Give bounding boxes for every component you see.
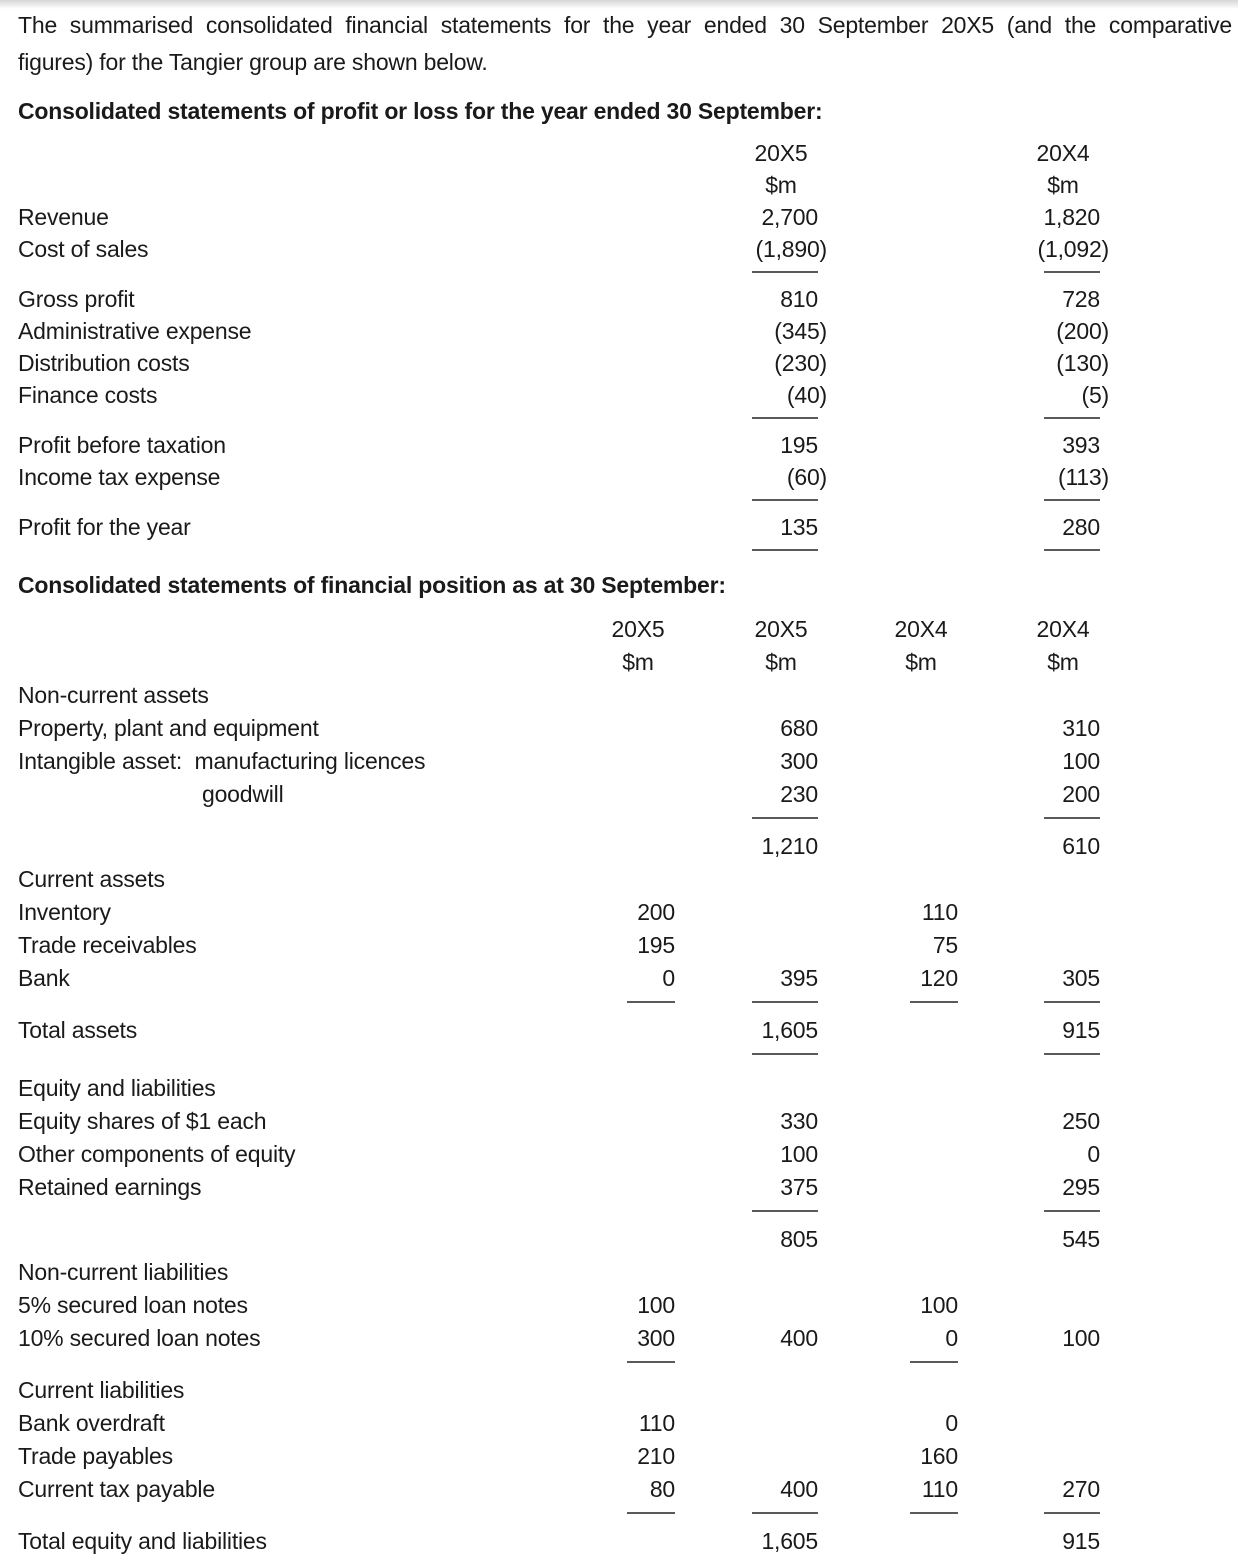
amount-cell <box>818 1473 958 1506</box>
rule-cell <box>958 1506 1100 1514</box>
column-year-header: 20X5 <box>611 616 665 642</box>
amount: (200) <box>1056 318 1109 344</box>
amount-cell <box>818 1407 958 1440</box>
amount: 100 <box>1062 748 1100 774</box>
column-unit-header: $m <box>765 649 797 675</box>
table-row <box>18 379 1109 411</box>
table-row <box>18 201 1100 233</box>
amount-cell <box>675 1138 818 1171</box>
amount-cell <box>818 929 958 962</box>
underline <box>752 1210 818 1212</box>
rule-row <box>18 493 1100 511</box>
row-label: Trade payables <box>18 1443 173 1469</box>
column-year-header: 20X4 <box>894 616 948 642</box>
amount: 395 <box>780 965 818 991</box>
amount: 300 <box>780 748 818 774</box>
row-label: Gross profit <box>18 286 135 312</box>
row-label: 10% secured loan notes <box>18 1325 261 1351</box>
amount: 393 <box>1062 432 1100 458</box>
amount-cell <box>675 830 818 863</box>
amount: 375 <box>780 1174 818 1200</box>
amount-cell <box>818 896 958 929</box>
amount-cell <box>958 830 1100 863</box>
underline <box>752 1512 818 1514</box>
amount-cell <box>958 778 1100 811</box>
underline <box>1044 1053 1100 1055</box>
amount: 305 <box>1062 965 1100 991</box>
amount: 0 <box>1087 1141 1100 1167</box>
table-row <box>18 1138 1100 1171</box>
column-year-header: 20X4 <box>1036 616 1090 642</box>
profit-loss-table <box>18 137 1238 561</box>
table-row <box>18 1525 1100 1558</box>
amount-cell <box>958 1138 1100 1171</box>
amount: 210 <box>637 1443 675 1469</box>
row-label: Non-current liabilities <box>18 1259 229 1285</box>
underline <box>752 271 818 273</box>
row-label: Bank overdraft <box>18 1410 165 1436</box>
table-row <box>18 778 1100 811</box>
amount-cell <box>675 712 818 745</box>
table-row <box>18 429 1100 461</box>
amount: (40) <box>786 382 827 408</box>
column-header-cell <box>555 613 675 646</box>
rule-cell <box>958 411 1100 419</box>
table-row <box>18 1171 1100 1204</box>
header-year-row <box>18 137 1100 169</box>
underline <box>910 1512 958 1514</box>
table-row <box>18 233 1109 265</box>
row-label: Total assets <box>18 1017 138 1043</box>
intro-line-1: The summarised consolidated financial statements for the year ended 30 September 20X5 (and the comparative <box>18 12 1232 38</box>
amount-cell <box>675 1105 818 1138</box>
amount: 110 <box>921 899 958 925</box>
underline <box>752 817 818 819</box>
amount-cell <box>555 1473 675 1506</box>
amount: 110 <box>921 1476 958 1502</box>
underline <box>1044 499 1100 501</box>
amount-cell <box>958 511 1100 543</box>
row-label: Retained earnings <box>18 1174 202 1200</box>
amount-cell <box>818 1440 958 1473</box>
amount: (113) <box>1058 464 1109 490</box>
column-unit-header: $m <box>1047 649 1079 675</box>
row-label: goodwill <box>202 781 284 807</box>
amount-cell <box>675 962 818 995</box>
rule-row <box>18 1204 1100 1223</box>
amount: (345) <box>774 318 827 344</box>
amount-cell <box>675 1171 818 1204</box>
intro-paragraph <box>18 7 1238 81</box>
amount: 330 <box>780 1108 818 1134</box>
amount-cell <box>958 1171 1100 1204</box>
rule-cell <box>958 265 1100 273</box>
section-row <box>18 1072 1100 1105</box>
amount-cell <box>675 1223 818 1256</box>
rule-cell <box>675 811 818 819</box>
section-row <box>18 679 1100 712</box>
amount: 400 <box>780 1476 818 1502</box>
amount-cell <box>675 745 818 778</box>
rule-row <box>18 265 1100 283</box>
amount: 100 <box>780 1141 818 1167</box>
row-label: Non-current assets <box>18 682 209 708</box>
amount-cell <box>958 201 1100 233</box>
amount: (5) <box>1081 382 1109 408</box>
rule-row <box>18 995 1100 1014</box>
table-row <box>18 929 1100 962</box>
rule-cell <box>555 1355 675 1363</box>
amount: 545 <box>1062 1226 1100 1252</box>
amount: (1,890) <box>755 236 827 262</box>
rule-cell <box>675 995 818 1003</box>
table-row <box>18 1440 1100 1473</box>
column-header-cell <box>958 613 1100 646</box>
header-year-row <box>18 613 1100 646</box>
underline <box>627 1512 675 1514</box>
column-header-cell <box>555 646 675 679</box>
column-header-cell <box>958 646 1100 679</box>
amount-cell <box>818 1289 958 1322</box>
row-label: Inventory <box>18 899 111 925</box>
rule-row <box>18 811 1100 830</box>
underline <box>752 549 818 551</box>
row-label: Total equity and liabilities <box>18 1528 267 1554</box>
rule-cell <box>958 811 1100 819</box>
rule-cell <box>818 1355 958 1363</box>
amount: (230) <box>774 350 827 376</box>
table-row <box>18 511 1100 543</box>
amount: 805 <box>780 1226 818 1252</box>
row-label: Finance costs <box>18 382 158 408</box>
underline <box>752 417 818 419</box>
rule-cell <box>818 995 958 1003</box>
table-row <box>18 830 1100 863</box>
amount: 915 <box>1062 1017 1100 1043</box>
amount-cell <box>555 896 675 929</box>
amount-cell <box>958 1473 1100 1506</box>
amount: 0 <box>945 1410 958 1436</box>
row-label: Equity shares of $1 each <box>18 1108 267 1134</box>
table-row <box>18 1322 1100 1355</box>
amount-cell <box>675 347 827 379</box>
rule-cell <box>958 493 1100 501</box>
row-label: 5% secured loan notes <box>18 1292 248 1318</box>
header-unit-row <box>18 646 1100 679</box>
column-unit-header: $m <box>1047 172 1079 198</box>
column-unit-header: $m <box>765 172 797 198</box>
row-label: Current liabilities <box>18 1377 185 1403</box>
rule-cell <box>675 265 818 273</box>
intro-line-2: figures) for the Tangier group are shown below. <box>18 49 488 75</box>
row-label: Current assets <box>18 866 165 892</box>
amount-cell <box>958 745 1100 778</box>
amount: 270 <box>1062 1476 1100 1502</box>
financial-position-table <box>18 613 1238 1558</box>
amount-cell <box>675 511 818 543</box>
amount: 728 <box>1062 286 1100 312</box>
row-label: Current tax payable <box>18 1476 215 1502</box>
amount-cell <box>675 778 818 811</box>
rule-row <box>18 543 1100 561</box>
rule-cell <box>818 1506 958 1514</box>
amount: 100 <box>1062 1325 1100 1351</box>
row-label: Property, plant and equipment <box>18 715 319 741</box>
amount-cell <box>958 712 1100 745</box>
row-label: Administrative expense <box>18 318 252 344</box>
column-year-header: 20X4 <box>1036 140 1090 166</box>
amount: 0 <box>945 1325 958 1351</box>
underline <box>910 1361 958 1363</box>
table-row <box>18 315 1109 347</box>
amount: 310 <box>1062 715 1100 741</box>
amount: 610 <box>1062 833 1100 859</box>
section-row <box>18 1256 1100 1289</box>
table-row <box>18 1223 1100 1256</box>
amount-cell <box>675 201 818 233</box>
amount-cell <box>958 347 1109 379</box>
amount-cell <box>555 1322 675 1355</box>
table-row <box>18 1014 1100 1047</box>
amount-cell <box>958 1105 1100 1138</box>
amount-cell <box>958 1525 1100 1558</box>
row-label: Revenue <box>18 204 109 230</box>
column-header-cell <box>818 646 958 679</box>
amount-cell <box>958 461 1109 493</box>
amount-cell <box>555 1440 675 1473</box>
amount-cell <box>958 379 1109 411</box>
underline <box>1044 817 1100 819</box>
underline <box>627 1001 675 1003</box>
amount-cell <box>958 233 1109 265</box>
amount-cell <box>958 283 1100 315</box>
row-label: Trade receivables <box>18 932 197 958</box>
column-unit-header: $m <box>905 649 937 675</box>
table-row <box>18 962 1100 995</box>
amount: 680 <box>780 715 818 741</box>
amount-cell <box>555 962 675 995</box>
financial-position-heading: Consolidated statements of financial position as at 30 September: <box>18 572 726 598</box>
column-header-cell <box>675 646 818 679</box>
rule-row <box>18 411 1100 429</box>
amount: 120 <box>920 965 958 991</box>
rule-row <box>18 1047 1100 1066</box>
underline <box>752 1053 818 1055</box>
amount: 135 <box>780 514 818 540</box>
rule-cell <box>958 1204 1100 1212</box>
amount-cell <box>675 1525 818 1558</box>
rule-cell <box>675 1506 818 1514</box>
amount-cell <box>958 962 1100 995</box>
amount: 300 <box>637 1325 675 1351</box>
section-row <box>18 863 1100 896</box>
row-label: Equity and liabilities <box>18 1075 216 1101</box>
amount-cell <box>675 429 818 461</box>
amount: 0 <box>662 965 675 991</box>
amount-cell <box>555 929 675 962</box>
amount: 400 <box>780 1325 818 1351</box>
amount: 1,605 <box>761 1017 818 1043</box>
rule-cell <box>675 1047 818 1055</box>
amount-cell <box>958 1322 1100 1355</box>
rule-cell <box>675 411 818 419</box>
amount-cell <box>675 1014 818 1047</box>
amount: 810 <box>780 286 818 312</box>
row-label: Income tax expense <box>18 464 221 490</box>
column-header-cell <box>818 613 958 646</box>
rule-cell <box>958 543 1100 551</box>
amount: 250 <box>1062 1108 1100 1134</box>
table-row <box>18 712 1100 745</box>
underline <box>1044 1210 1100 1212</box>
amount: 1,820 <box>1043 204 1100 230</box>
table-row <box>18 1473 1100 1506</box>
table-row <box>18 283 1100 315</box>
amount: (130) <box>1056 350 1109 376</box>
amount: (1,092) <box>1037 236 1109 262</box>
table-row <box>18 745 1100 778</box>
amount-cell <box>555 1289 675 1322</box>
amount: 110 <box>638 1410 675 1436</box>
rule-cell <box>555 1506 675 1514</box>
amount: 230 <box>780 781 818 807</box>
amount: 1,605 <box>761 1528 818 1554</box>
table-row <box>18 461 1109 493</box>
row-label: Distribution costs <box>18 350 190 376</box>
amount-cell <box>675 283 818 315</box>
underline <box>1044 271 1100 273</box>
rule-row <box>18 1355 1100 1374</box>
underline <box>1044 1001 1100 1003</box>
header-unit-row <box>18 169 1100 201</box>
underline <box>910 1001 958 1003</box>
row-label: Profit before taxation <box>18 432 226 458</box>
column-header-cell <box>958 169 1100 201</box>
column-unit-header: $m <box>622 649 654 675</box>
column-header-cell <box>675 613 818 646</box>
amount: 2,700 <box>761 204 818 230</box>
amount-cell <box>958 1223 1100 1256</box>
table-row <box>18 1289 1100 1322</box>
amount: 200 <box>637 899 675 925</box>
profit-loss-heading: Consolidated statements of profit or loss for the year ended 30 September: <box>18 98 823 124</box>
amount-cell <box>675 379 827 411</box>
amount-cell <box>675 315 827 347</box>
underline <box>627 1361 675 1363</box>
amount-cell <box>555 1407 675 1440</box>
underline <box>752 499 818 501</box>
rule-cell <box>958 995 1100 1003</box>
amount-cell <box>675 1322 818 1355</box>
amount: 100 <box>637 1292 675 1318</box>
amount: 200 <box>1062 781 1100 807</box>
rule-cell <box>675 1204 818 1212</box>
table-row <box>18 1407 1100 1440</box>
amount: 195 <box>780 432 818 458</box>
table-row <box>18 1105 1100 1138</box>
amount: 915 <box>1062 1528 1100 1554</box>
column-header-cell <box>675 169 818 201</box>
amount: (60) <box>786 464 827 490</box>
row-label: Bank <box>18 965 70 991</box>
amount-cell <box>958 1014 1100 1047</box>
underline <box>1044 417 1100 419</box>
amount-cell <box>958 315 1109 347</box>
amount-cell <box>818 1322 958 1355</box>
column-header-cell <box>958 137 1100 169</box>
rule-cell <box>675 493 818 501</box>
section-row <box>18 1374 1100 1407</box>
rule-cell <box>555 995 675 1003</box>
row-label: Intangible asset: manufacturing licences <box>18 748 426 774</box>
amount: 1,210 <box>761 833 818 859</box>
amount: 75 <box>932 932 958 958</box>
amount-cell <box>675 1473 818 1506</box>
rule-cell <box>958 1047 1100 1055</box>
amount: 100 <box>920 1292 958 1318</box>
amount-cell <box>958 429 1100 461</box>
table-row <box>18 347 1109 379</box>
amount: 195 <box>637 932 675 958</box>
column-header-cell <box>675 137 818 169</box>
amount: 160 <box>920 1443 958 1469</box>
column-year-header: 20X5 <box>754 616 808 642</box>
amount-cell <box>675 233 827 265</box>
underline <box>752 1001 818 1003</box>
row-label: Cost of sales <box>18 236 149 262</box>
amount-cell <box>675 461 827 493</box>
amount: 280 <box>1062 514 1100 540</box>
column-year-header: 20X5 <box>754 140 808 166</box>
row-label: Other components of equity <box>18 1141 296 1167</box>
table-row <box>18 896 1100 929</box>
rule-row <box>18 1506 1100 1525</box>
underline <box>1044 1512 1100 1514</box>
amount: 80 <box>649 1476 675 1502</box>
amount-cell <box>818 962 958 995</box>
rule-cell <box>675 543 818 551</box>
row-label: Profit for the year <box>18 514 191 540</box>
amount: 295 <box>1062 1174 1100 1200</box>
underline <box>1044 549 1100 551</box>
